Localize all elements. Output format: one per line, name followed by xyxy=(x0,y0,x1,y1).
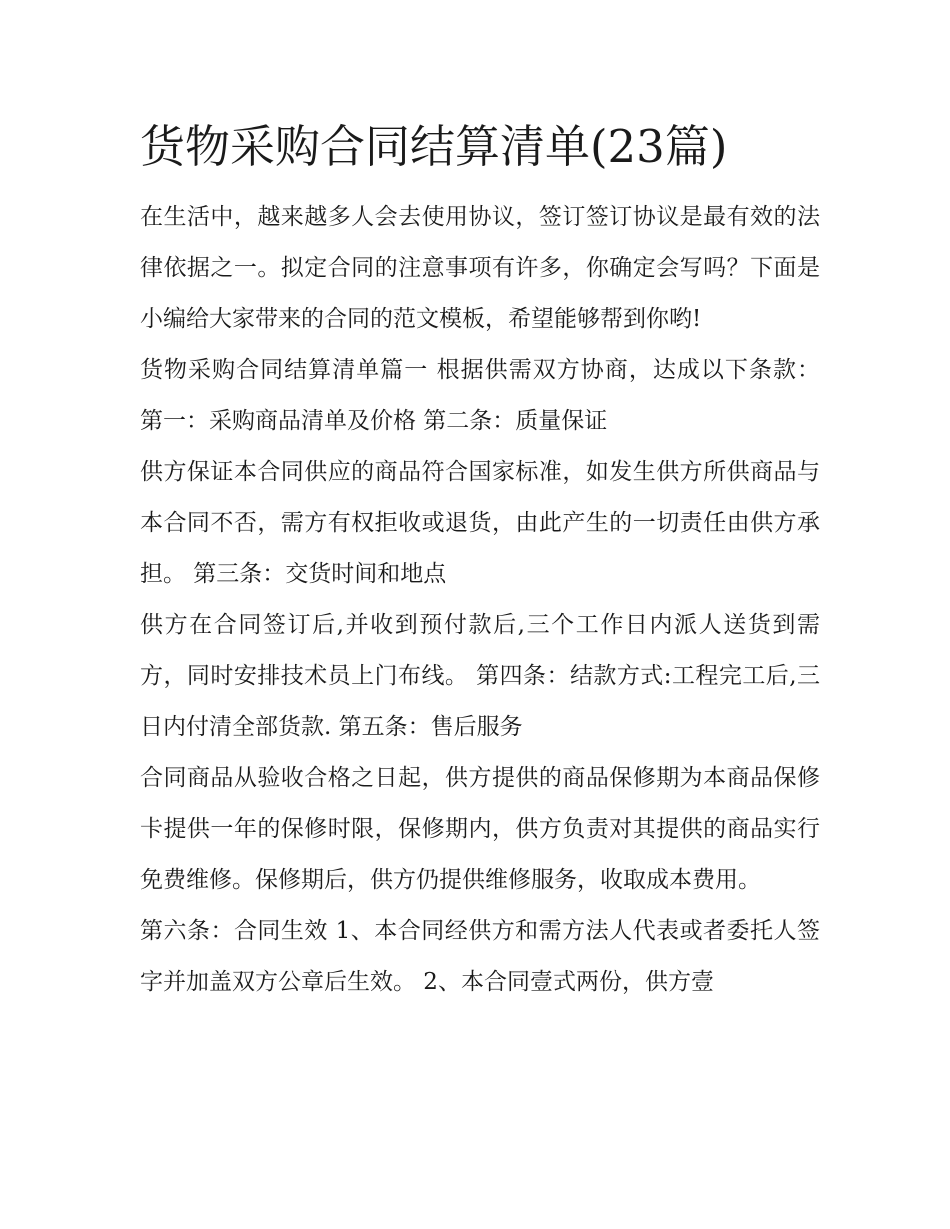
paragraph-article-1: 货物采购合同结算清单篇一 根据供需双方协商，达成以下条款： 第一：采购商品清单及价格 第二条：质量保证 xyxy=(140,357,820,434)
document-page xyxy=(140,112,820,1008)
paragraph-effect: 第六条：合同生效 1、本合同经供方和需方法人代表或者委托人签字并加盖双方公章后生效。 2、本合同壹式两份，供方壹 xyxy=(140,918,820,995)
paragraph-intro: 在生活中，越来越多人会去使用协议，签订签订协议是最有效的法律依据之一。拟定合同的注意事项有许多，你确定会写吗？下面是小编给大家带来的合同的范文模板，希望能够帮到你哟! xyxy=(140,204,820,332)
paragraph-warranty: 合同商品从验收合格之日起，供方提供的商品保修期为本商品保修卡提供一年的保修时限，保修期内，供方负责对其提供的商品实行免费维修。保修期后，供方仍提供维修服务，收取成本费用。 xyxy=(140,765,820,893)
paragraph-quality: 供方保证本合同供应的商品符合国家标准，如发生供方所供商品与本合同不否，需方有权拒收或退货，由此产生的一切责任由供方承担。 第三条：交货时间和地点 xyxy=(140,459,820,587)
paragraph-delivery: 供方在合同签订后,并收到预付款后,三个工作日内派人送货到需方，同时安排技术员上门布线。 第四条：结款方式:工程完工后,三日内付清全部货款. 第五条：售后服务 xyxy=(140,612,820,740)
document-title: 货物采购合同结算清单(23篇) xyxy=(140,120,728,173)
